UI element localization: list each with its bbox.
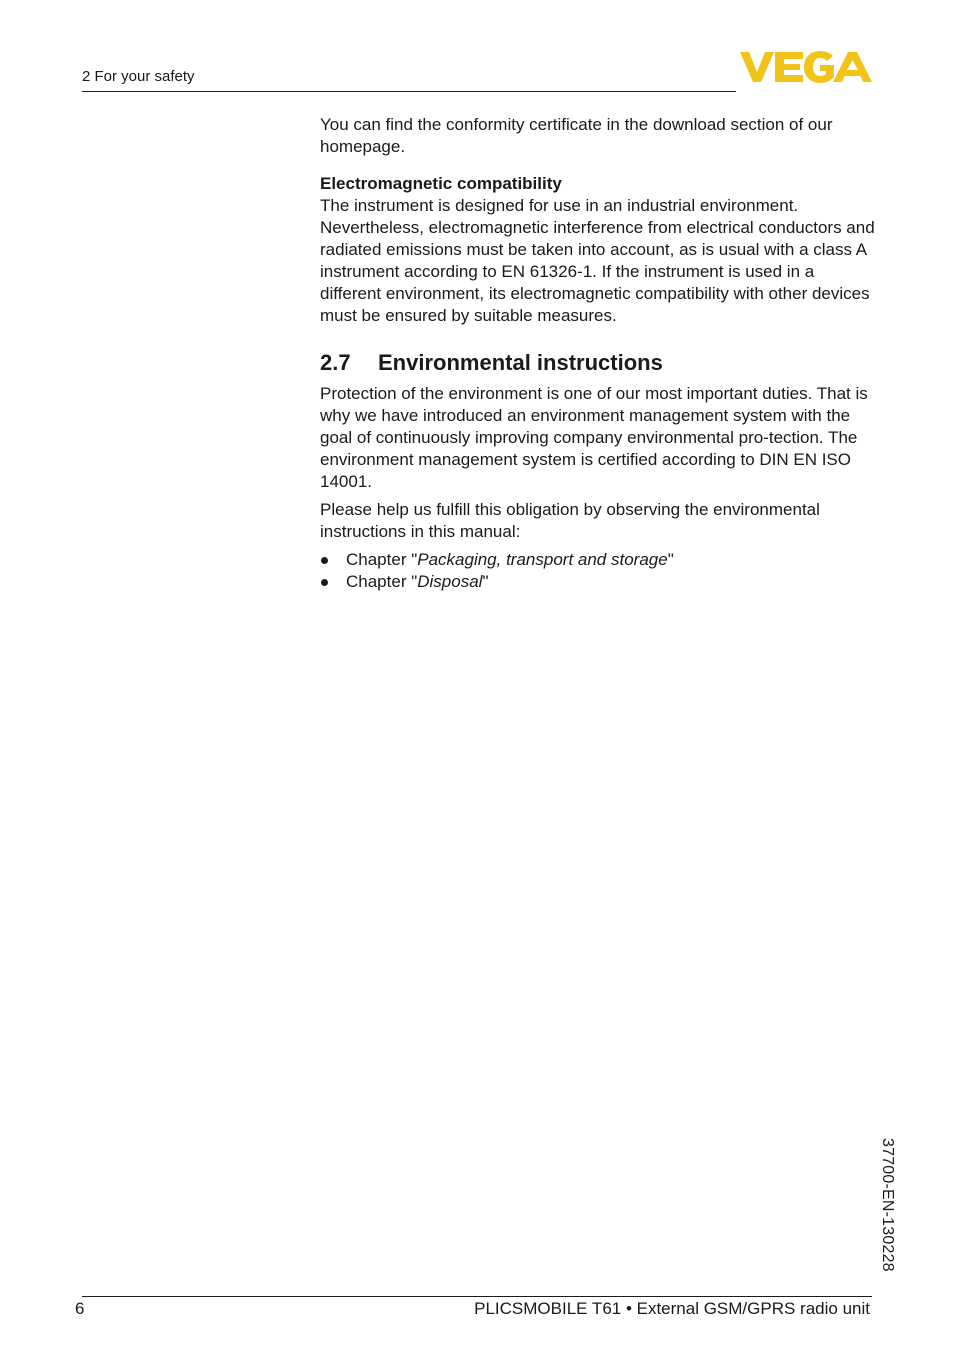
section-heading bbox=[320, 349, 876, 377]
page-number: 6 bbox=[75, 1299, 85, 1318]
list-item-prefix: Chapter " bbox=[346, 572, 418, 591]
header-divider bbox=[82, 91, 736, 92]
conformity-paragraph: You can find the conformity certificate in the download section of our homepage. bbox=[320, 115, 833, 156]
section-number: 2.7 bbox=[320, 350, 351, 375]
chapter-link-disposal: Disposal bbox=[417, 572, 483, 591]
running-header-section: 2 For your safety bbox=[82, 68, 195, 85]
section-title: Environmental instructions bbox=[378, 350, 663, 375]
instructions-paragraph: Please help us fulfill this obligation by observing the environmental instructions in this manual: bbox=[320, 500, 820, 541]
list-item-suffix: " bbox=[482, 572, 489, 591]
main-content bbox=[320, 114, 876, 593]
emc-paragraph: The instrument is designed for use in an industrial environment. Nevertheless, electromagnetic interference from electrical conductors and radiated emissions must be taken into account, as is usual with a class A instrument according to EN 61326-1. If the instrument is used in a different environment, its electromagnetic compatibility with other devices must be ensured by suitable measures. bbox=[320, 196, 875, 325]
vega-logo-mark bbox=[740, 51, 872, 83]
chapter-link-packaging: Packaging, transport and storage bbox=[417, 550, 668, 569]
environment-paragraph: Protection of the environment is one of our most important duties. That is why we have introduced an environment management system with the goal of continuously improving company environmental pro-tection. The environment management system is certified according to DIN EN ISO 14001. bbox=[320, 384, 868, 491]
footer-product-title: PLICSMOBILE T61 • External GSM/GPRS radio unit bbox=[474, 1299, 870, 1318]
list-item bbox=[320, 549, 876, 571]
vega-logo bbox=[740, 50, 872, 84]
document-number: 37700-EN-130228 bbox=[879, 1138, 896, 1272]
emc-heading: Electromagnetic compatibility bbox=[320, 174, 562, 193]
bullet-icon bbox=[321, 579, 328, 586]
bullet-icon bbox=[321, 557, 328, 564]
footer-divider bbox=[82, 1296, 872, 1297]
list-item bbox=[320, 571, 876, 593]
list-item-prefix: Chapter " bbox=[346, 550, 418, 569]
list-item-suffix: " bbox=[667, 550, 674, 569]
chapter-list bbox=[320, 549, 876, 593]
